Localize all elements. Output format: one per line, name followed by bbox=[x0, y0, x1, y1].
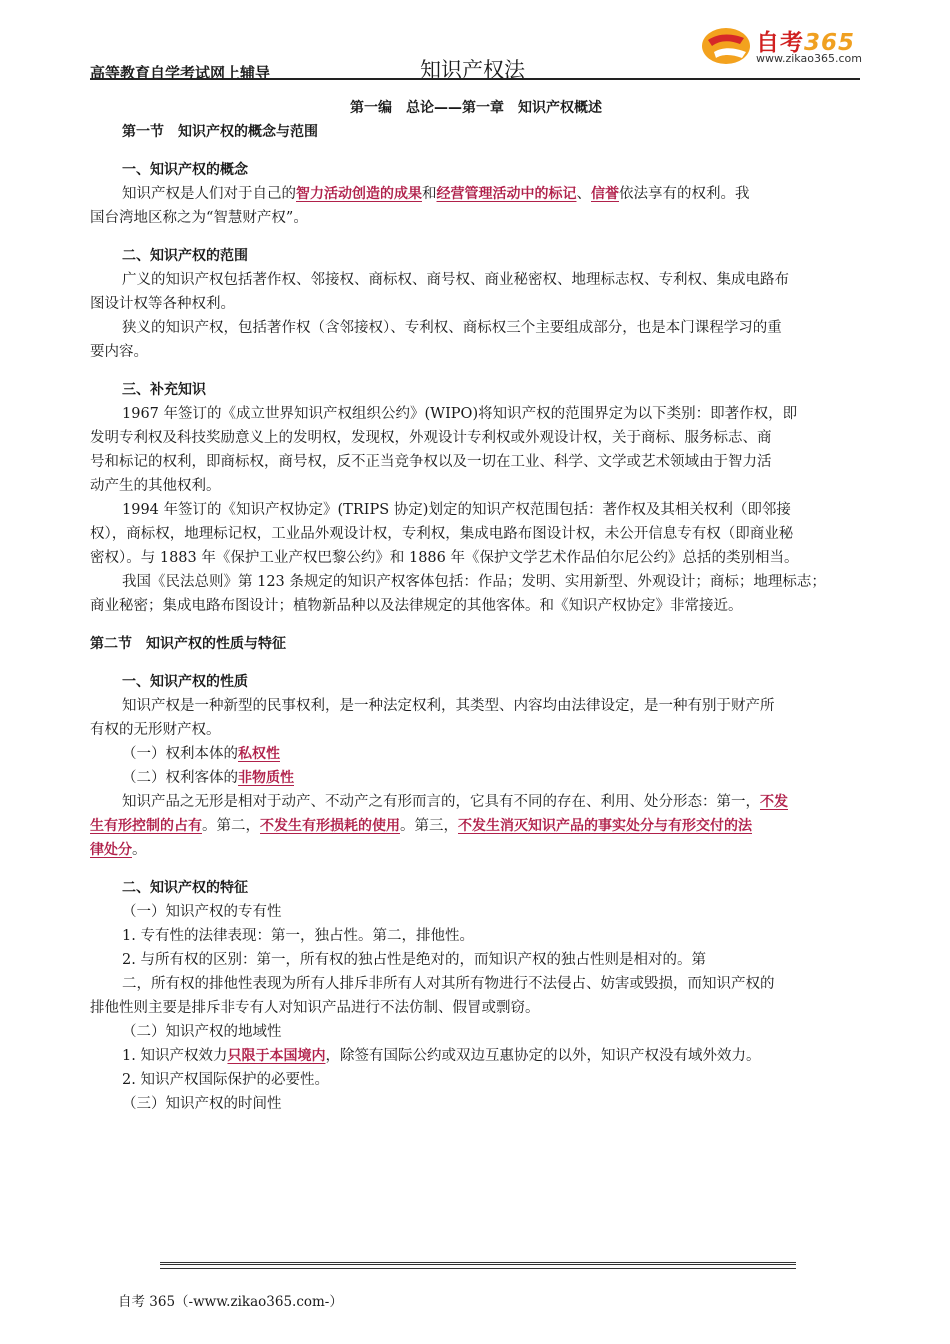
item-private-right: （一）权利本体的私权性 bbox=[122, 746, 280, 762]
paragraph-intangible-1: 知识产品之无形是相对于动产、不动产之有形而言的，它具有不同的存在、利用、处分形态：第一，不发 bbox=[122, 794, 788, 810]
header-left-text: 高等教育自学考试网上辅导 bbox=[90, 64, 271, 82]
paragraph-exclusivity-cont-2: 排他性则主要是排斥非专有人对知识产品进行不法仿制、假冒或剽窃。 bbox=[90, 1000, 540, 1016]
paragraph-wipo-4: 动产生的其他权利。 bbox=[90, 478, 221, 494]
item-timeliness: （三）知识产权的时间性 bbox=[122, 1096, 282, 1112]
item-territoriality: （二）知识产权的地域性 bbox=[122, 1024, 282, 1040]
paragraph-concept-cont: 国台湾地区称之为“智慧财产权”。 bbox=[90, 210, 308, 226]
paragraph-wipo-1: 1967 年签订的《成立世界知识产权组织公约》(WIPO)将知识产权的范围界定为以下类别：即著作权，即 bbox=[122, 406, 798, 422]
header-rule bbox=[90, 78, 860, 80]
paragraph-broad: 广义的知识产权包括著作权、邻接权、商标权、商号权、商业秘密权、地理标志权、专利权、集成电路布 bbox=[122, 272, 789, 288]
logo-mark-icon bbox=[700, 22, 752, 66]
logo-brand: 自考365 bbox=[756, 30, 856, 56]
footer-rule-thin bbox=[160, 1268, 796, 1269]
item-exclusivity-1: 1. 专有性的法律表现：第一，独占性。第二，排他性。 bbox=[122, 928, 474, 944]
paragraph-nature-1: 知识产权是一种新型的民事权利，是一种法定权利，其类型、内容均由法律设定，是一种有别于财产所 bbox=[122, 698, 775, 714]
section-1-title: 第一节 知识产权的概念与范围 bbox=[122, 124, 318, 140]
item-exclusivity-2: 2. 与所有权的区别：第一，所有权的独占性是绝对的，而知识产权的独占性则是相对的。第 bbox=[122, 952, 706, 968]
paragraph-intangible-3: 律处分。 bbox=[90, 842, 147, 858]
heading-scope: 二、知识产权的范围 bbox=[122, 248, 248, 264]
paragraph-trips-1: 1994 年签订的《知识产权协定》(TRIPS 协定)划定的知识产权范围包括：著作权及其相关权利（即邻接 bbox=[122, 502, 791, 518]
paragraph-exclusivity-cont-1: 二，所有权的排他性表现为所有人排斥非所有人对其所有物进行不法侵占、妨害或毁损，而知识产权的 bbox=[122, 976, 775, 992]
chapter-title: 第一编 总论——第一章 知识产权概述 bbox=[350, 100, 602, 116]
paragraph-nature-2: 有权的无形财产权。 bbox=[90, 722, 221, 738]
header-title: 知识产权法 bbox=[420, 58, 525, 82]
heading-supplement: 三、补充知识 bbox=[122, 382, 206, 398]
heading-concept: 一、知识产权的概念 bbox=[122, 162, 248, 178]
logo-url: www.zikao365.com bbox=[756, 52, 862, 65]
zikao365-logo bbox=[700, 18, 870, 70]
paragraph-narrow-cont: 要内容。 bbox=[90, 344, 148, 360]
paragraph-wipo-3: 号和标记的权利，即商标权，商号权，反不正当竞争权以及一切在工业、科学、文学或艺术领域由于智力活 bbox=[90, 454, 772, 470]
document-body bbox=[90, 96, 862, 1116]
item-territoriality-1: 1. 知识产权效力只限于本国境内，除签有国际公约或双边互惠协定的以外，知识产权没有域外效力。 bbox=[122, 1048, 761, 1064]
section-2-title: 第二节 知识产权的性质与特征 bbox=[90, 636, 286, 652]
paragraph-intangible-2: 生有形控制的占有。第二，不发生有形损耗的使用。第三，不发生消灭知识产品的事实处分与有形交付的法 bbox=[90, 818, 752, 834]
paragraph-civil-2: 商业秘密；集成电路布图设计；植物新品种以及法律规定的其他客体。和《知识产权协定》非常接近。 bbox=[90, 598, 743, 614]
item-territoriality-2: 2. 知识产权国际保护的必要性。 bbox=[122, 1072, 329, 1088]
heading-features: 二、知识产权的特征 bbox=[122, 880, 248, 896]
paragraph-narrow: 狭义的知识产权，包括著作权（含邻接权）、专利权、商标权三个主要组成部分，也是本门课程学习的重 bbox=[122, 320, 782, 336]
heading-nature: 一、知识产权的性质 bbox=[122, 674, 248, 690]
paragraph-broad-cont: 图设计权等各种权利。 bbox=[90, 296, 235, 312]
paragraph-concept: 知识产权是人们对于自己的智力活动创造的成果和经营管理活动中的标记、信誉依法享有的权利。我 bbox=[122, 186, 750, 202]
footer-text: 自考 365（-www.zikao365.com-） bbox=[118, 1294, 343, 1310]
paragraph-wipo-2: 发明专利权及科技奖励意义上的发明权，发现权，外观设计专利权或外观设计权，关于商标、服务标志、商 bbox=[90, 430, 772, 446]
page-header bbox=[90, 18, 862, 82]
paragraph-trips-3: 密权）。与 1883 年《保护工业产权巴黎公约》和 1886 年《保护文学艺术作品伯尔尼公约》总括的类别相当。 bbox=[90, 550, 799, 566]
item-intangible: （二）权利客体的非物质性 bbox=[122, 770, 294, 786]
item-exclusivity: （一）知识产权的专有性 bbox=[122, 904, 282, 920]
paragraph-trips-2: 权），商标权，地理标记权，工业品外观设计权，专利权，集成电路布图设计权，未公开信息专有权（即商业秘 bbox=[90, 526, 794, 542]
paragraph-civil-1: 我国《民法总则》第 123 条规定的知识产权客体包括：作品；发明、实用新型、外观设计；商标；地理标志； bbox=[122, 574, 826, 590]
footer-rule bbox=[160, 1262, 796, 1265]
